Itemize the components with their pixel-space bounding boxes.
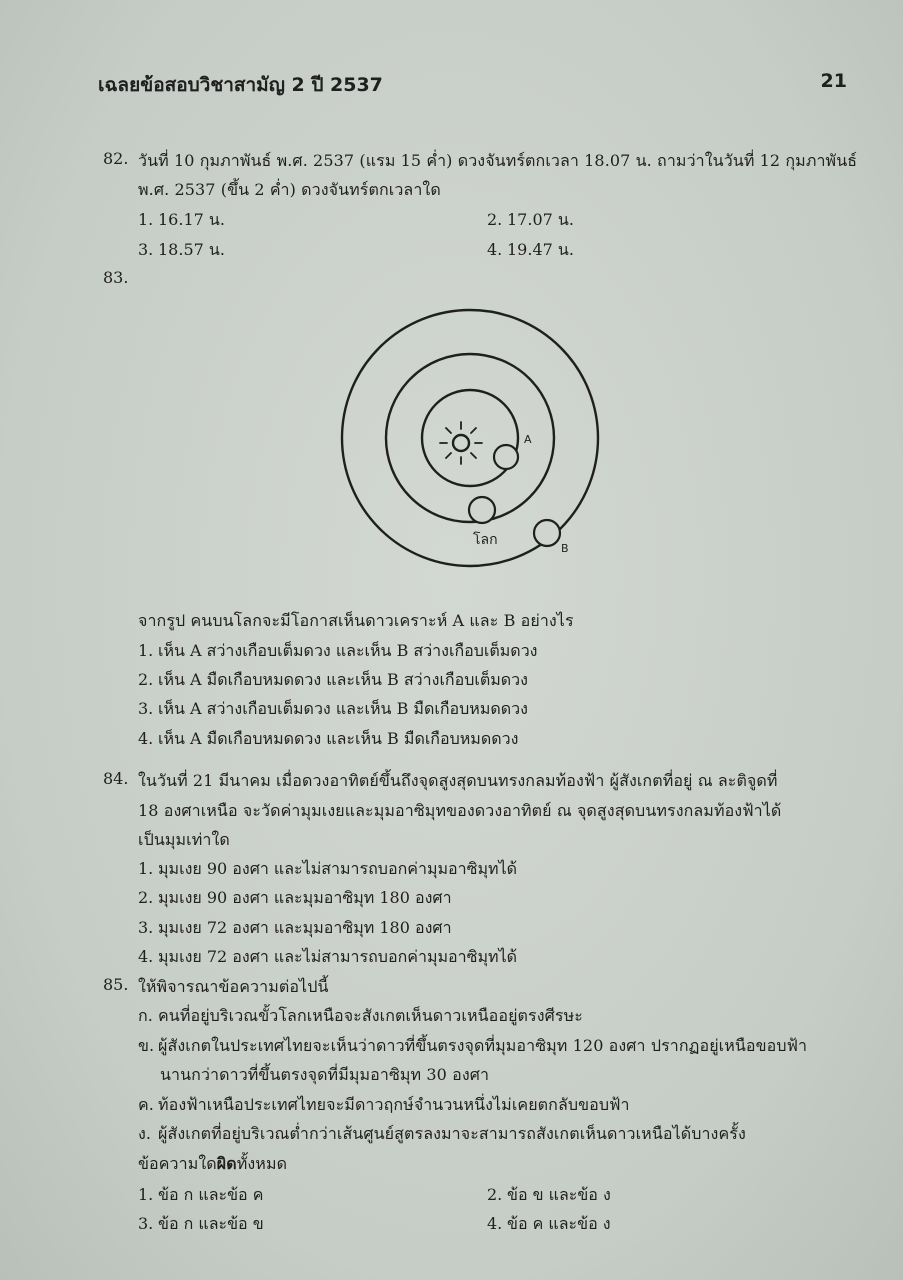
earth [469, 497, 495, 523]
label-b: B [561, 542, 569, 555]
orbit-diagram [330, 305, 620, 575]
option-3[interactable]: 3. เห็น A สว่างเกือบเต็มดวง และเห็น B มืดเกือบหมดดวง [138, 699, 528, 718]
page-number: 21 [820, 70, 847, 92]
question-intro: ให้พิจารณาข้อความต่อไปนี้ [138, 977, 329, 996]
option-1[interactable]: 1. มุมเงย 90 องศา และไม่สามารถบอกค่ามุมอาซิมุทได้ [138, 859, 518, 878]
label-earth: โลก [473, 532, 498, 548]
question-text-line: วันที่ 10 กุมภาพันธ์ พ.ศ. 2537 (แรม 15 ค่ำ) ดวงจันทร์ตกเวลา 18.07 น. ถามว่าในวันที่ 12 กุมภาพันธ์ [138, 151, 858, 170]
option-2[interactable]: 2. มุมเงย 90 องศา และมุมอาซิมุท 180 องศา [138, 888, 452, 907]
question-text-line: พ.ศ. 2537 (ขึ้น 2 ค่ำ) ดวงจันทร์ตกเวลาใด [138, 180, 441, 199]
option-2[interactable]: 2. เห็น A มืดเกือบหมดดวง และเห็น B สว่างเกือบเต็มดวง [138, 670, 528, 689]
question-text-line: ในวันที่ 21 มีนาคม เมื่อดวงอาทิตย์ขึ้นถึงจุดสูงสุดบนทรงกลมท้องฟ้า ผู้สังเกตที่อยู่ ณ ละติจูดที่ [138, 771, 778, 790]
option-4[interactable]: 4. มุมเงย 72 องศา และไม่สามารถบอกค่ามุมอาซิมุทได้ [138, 947, 518, 966]
option-4[interactable]: 4. 19.47 น. [487, 240, 574, 259]
sun-icon [453, 435, 469, 451]
question-text-line: จากรูป คนบนโลกจะมีโอกาสเห็นดาวเคราะห์ A และ B อย่างไร [138, 611, 574, 630]
option-3[interactable]: 3. มุมเงย 72 องศา และมุมอาซิมุท 180 องศา [138, 918, 452, 937]
option-1[interactable]: 1. เห็น A สว่างเกือบเต็มดวง และเห็น B สว่างเกือบเต็มดวง [138, 641, 538, 660]
planet-a [494, 445, 518, 469]
question-number: 82. [103, 149, 129, 168]
option-2[interactable]: 2. ข้อ ข และข้อ ง [487, 1185, 611, 1204]
option-3[interactable]: 3. ข้อ ก และข้อ ข [138, 1214, 264, 1233]
statement-ko: ก. คนที่อยู่บริเวณขั้วโลกเหนือจะสังเกตเห็นดาวเหนืออยู่ตรงศีรษะ [138, 1006, 583, 1025]
option-1[interactable]: 1. ข้อ ก และข้อ ค [138, 1185, 264, 1204]
question-ask: ข้อความใดผิดทั้งหมด [138, 1154, 288, 1173]
option-4[interactable]: 4. เห็น A มืดเกือบหมดดวง และเห็น B มืดเกือบหมดดวง [138, 729, 519, 748]
statement-kho-cont: นานกว่าดาวที่ขึ้นตรงจุดที่มีมุมอาซิมุท 30 องศา [160, 1065, 490, 1084]
option-2[interactable]: 2. 17.07 น. [487, 210, 574, 229]
label-a: A [524, 433, 532, 446]
inner-orbit [422, 390, 518, 486]
header-title: เฉลยข้อสอบวิชาสามัญ 2 ปี 2537 [98, 74, 383, 96]
question-number: 85. [103, 975, 129, 994]
statement-ngo: ง. ผู้สังเกตที่อยู่บริเวณต่ำกว่าเส้นศูนย์สูตรลงมาจะสามารถสังเกตเห็นดาวเหนือได้บางครั้ง [138, 1124, 746, 1143]
statement-kho: ข. ผู้สังเกตในประเทศไทยจะเห็นว่าดาวที่ขึ้นตรงจุดที่มุมอาซิมุท 120 องศา ปรากฏอยู่เหนือขอบฟ้า [138, 1036, 808, 1055]
question-text-line: 18 องศาเหนือ จะวัดค่ามุมเงยและมุมอาซิมุทของดวงอาทิตย์ ณ จุดสูงสุดบนทรงกลมท้องฟ้าได้ [138, 801, 782, 820]
question-text-line: เป็นมุมเท่าใด [138, 830, 230, 849]
option-3[interactable]: 3. 18.57 น. [138, 240, 225, 259]
option-1[interactable]: 1. 16.17 น. [138, 210, 225, 229]
sun-rays [440, 422, 482, 464]
question-number: 84. [103, 769, 129, 788]
question-number: 83. [103, 268, 129, 287]
planet-b [534, 520, 560, 546]
option-4[interactable]: 4. ข้อ ค และข้อ ง [487, 1214, 611, 1233]
statement-kho-khwai: ค. ท้องฟ้าเหนือประเทศไทยจะมีดาวฤกษ์จำนวนหนึ่งไม่เคยตกลับขอบฟ้า [138, 1095, 630, 1114]
page-header [98, 70, 847, 100]
